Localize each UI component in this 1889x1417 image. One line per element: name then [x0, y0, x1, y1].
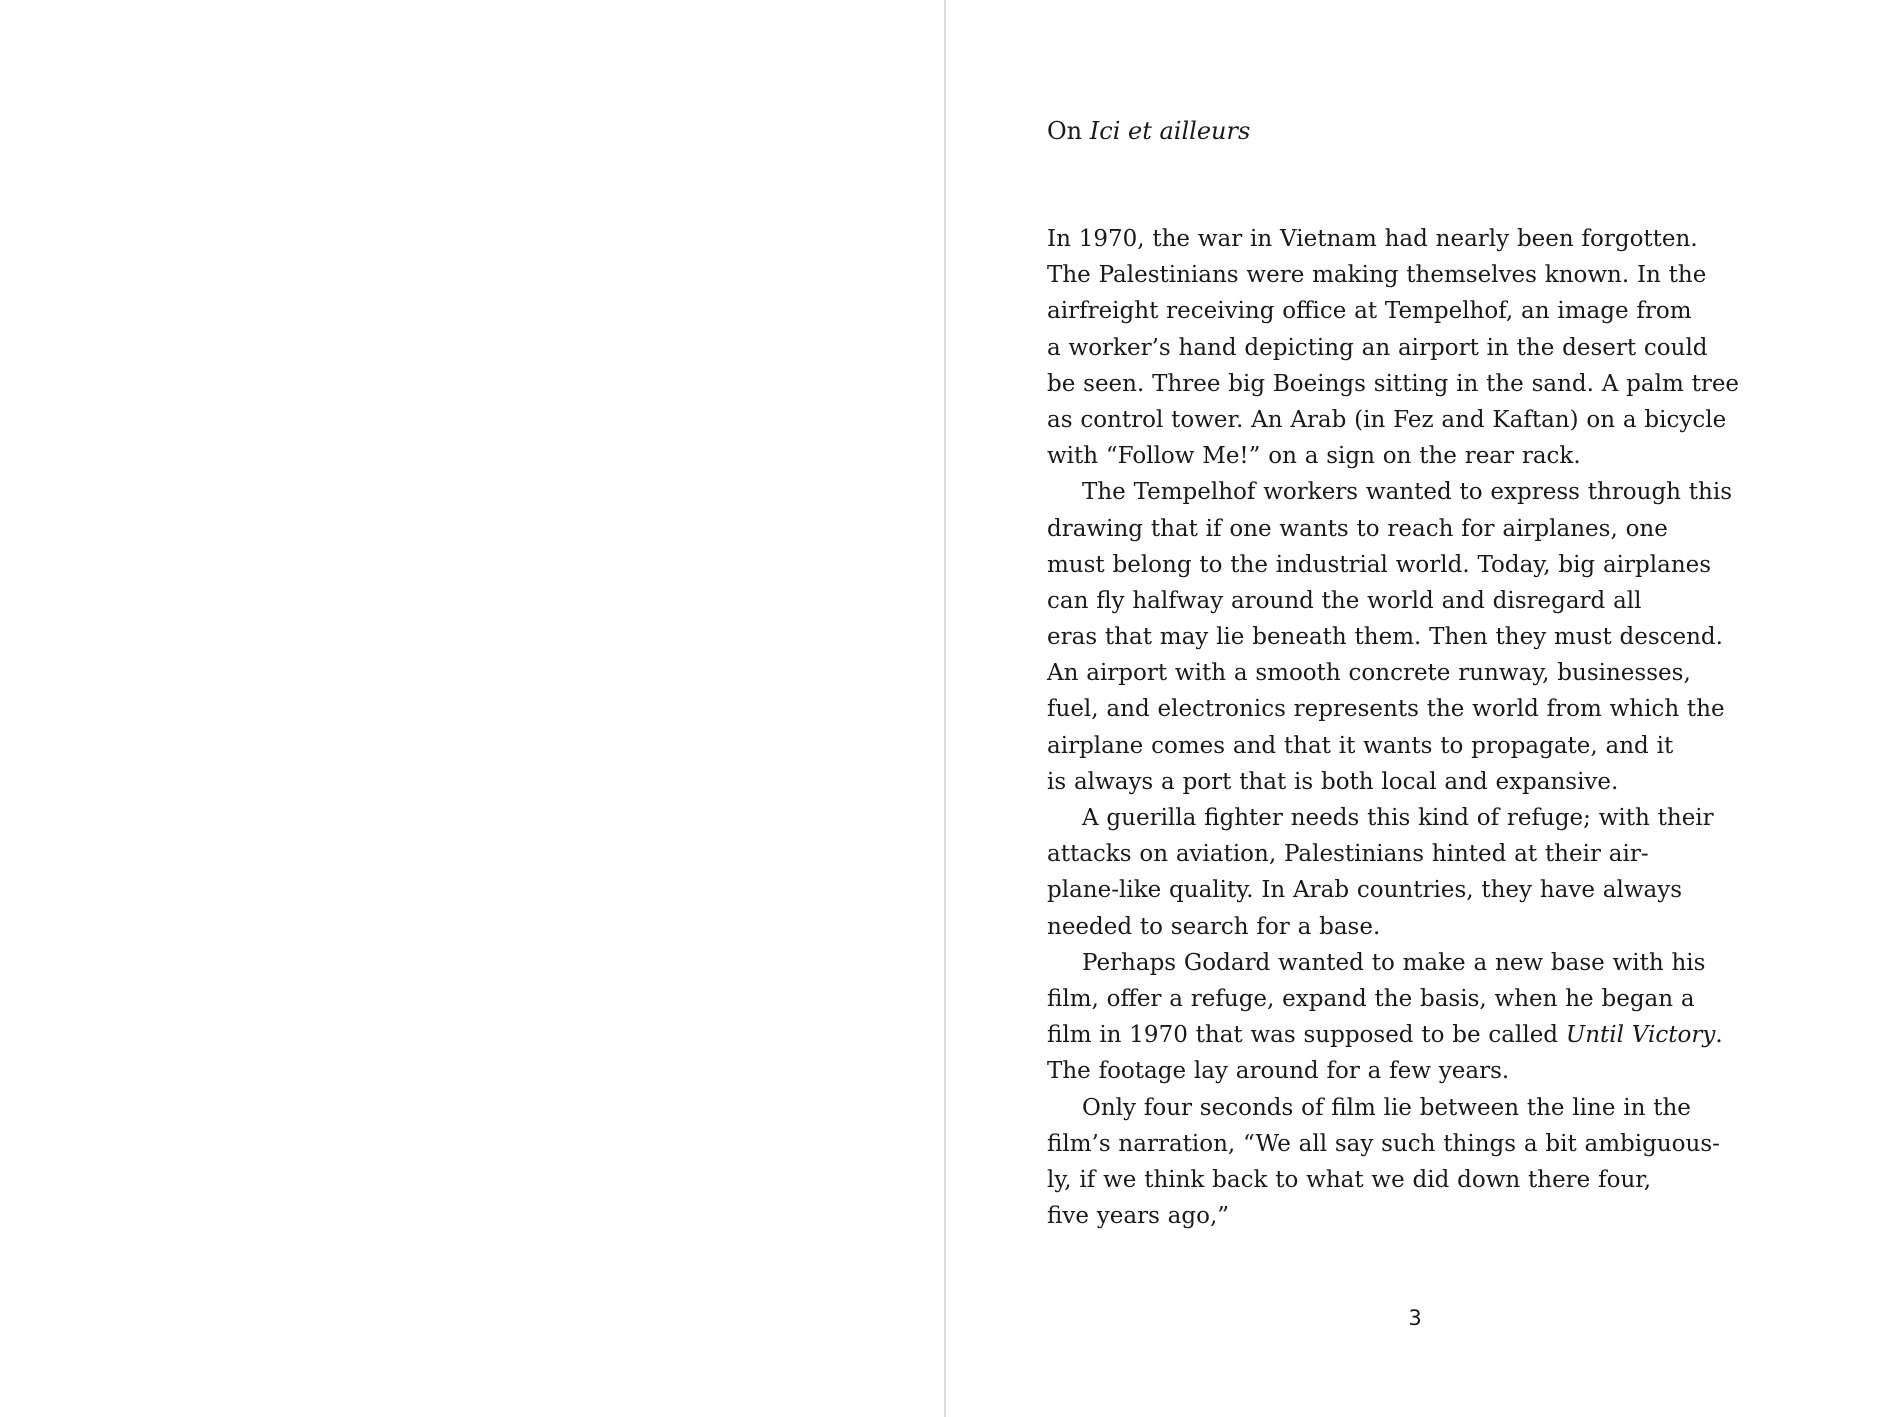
essay-heading — [1047, 113, 1250, 149]
paragraph-start-line: A guerilla fighter needs this kind of refuge; with their — [1082, 805, 1714, 831]
text-line-with-italic — [1047, 1017, 1792, 1053]
text-line: eras that may lie beneath them. Then they must descend. — [1047, 624, 1723, 651]
paragraph-start-line: Perhaps Godard wanted to make a new base with his — [1082, 949, 1706, 976]
text-line: ly, if we think back to what we did down there four, — [1047, 1166, 1652, 1193]
text-line: a worker’s hand depicting an airport in the desert could — [1047, 334, 1708, 361]
text-line: can fly halfway around the world and disregard all — [1047, 587, 1642, 614]
text-line: must belong to the industrial world. Today, big airplanes — [1047, 551, 1712, 578]
text-line: as control tower. An Arab (in Fez and Kaftan) on a bicycle — [1047, 406, 1727, 433]
line-text-after: . — [1715, 1022, 1723, 1049]
text-line: five years ago,” — [1047, 1203, 1230, 1230]
film-title-italic: Until Victory — [1565, 1022, 1716, 1049]
text-line: The footage lay around for a few years. — [1047, 1058, 1510, 1085]
text-line: airplane comes and that it wants to propagate, and it — [1047, 732, 1674, 759]
text-line: is always a port that is both local and expansive. — [1047, 768, 1619, 795]
text-line: film, offer a refuge, expand the basis, when he began a — [1047, 985, 1695, 1012]
heading-film-title: Ici et ailleurs — [1089, 117, 1251, 145]
text-line: attacks on aviation, Palestinians hinted at their air- — [1047, 841, 1649, 868]
text-line: drawing that if one wants to reach for airplanes, one — [1047, 515, 1668, 542]
heading-prefix: On — [1047, 117, 1083, 145]
text-line: needed to search for a base. — [1047, 913, 1381, 940]
paragraph-start-line: Only four seconds of film lie between the line in the — [1082, 1094, 1691, 1121]
line-text-before: film in 1970 that was supposed to be called — [1047, 1022, 1566, 1049]
text-line: plane-like quality. In Arab countries, they have always — [1047, 877, 1683, 904]
page-number: 3 — [1408, 1306, 1422, 1330]
text-line: An airport with a smooth concrete runway, businesses, — [1047, 660, 1691, 687]
text-line: be seen. Three big Boeings sitting in the sand. A palm tree — [1047, 370, 1740, 397]
text-line: film’s narration, “We all say such things a bit ambiguous- — [1047, 1130, 1720, 1157]
text-line: In 1970, the war in Vietnam had nearly been forgotten. — [1047, 226, 1698, 252]
text-line: with “Follow Me!” on a sign on the rear rack. — [1047, 443, 1581, 470]
essay-body — [1047, 221, 1792, 1234]
text-line: The Palestinians were making themselves known. In the — [1047, 262, 1707, 289]
text-line: airfreight receiving office at Tempelhof, an image from — [1047, 298, 1692, 325]
text-line: fuel, and electronics represents the world from which the — [1047, 696, 1725, 723]
paragraph-start-line: The Tempelhof workers wanted to express through this — [1082, 479, 1733, 506]
left-page-blank — [0, 0, 944, 1417]
